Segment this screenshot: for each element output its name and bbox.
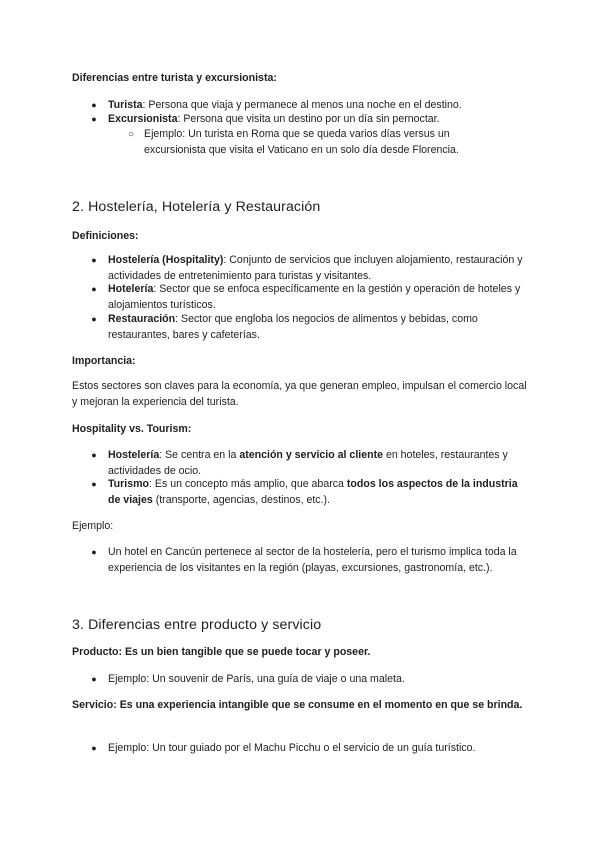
bullet-icon: ● xyxy=(91,674,97,684)
definition-post: en hoteles, restaurantes y actividades de ocio. xyxy=(108,449,508,477)
definition: : Sector que engloba los negocios de alimentos y bebidas, como restaurantes, bares y cafeterías. xyxy=(108,313,478,341)
definition-pre: : Es un concepto más amplio, que abarca xyxy=(149,478,347,490)
list-item xyxy=(91,741,530,757)
definition-post: (transporte, agencias, destinos, etc.). xyxy=(152,493,331,506)
bullet-icon: ● xyxy=(91,284,97,294)
hospitality-vs-tourism-heading: Hospitality vs. Tourism: xyxy=(72,423,192,435)
example-text: Un hotel en Cancún pertenece al sector de la hostelería, pero el turismo implica toda la experiencia de los visitantes en la región (playas, excursiones, gastronomía, etc.). xyxy=(108,546,517,574)
definitions-heading: Definiciones: xyxy=(72,230,139,242)
bullet-icon: ● xyxy=(91,450,97,460)
example-text: Ejemplo: Un tour guiado por el Machu Picchu o el servicio de un guía turístico. xyxy=(108,742,476,754)
list-item xyxy=(91,282,530,313)
bullet-icon: ● xyxy=(91,547,97,557)
definition-pre: : Se centra en la xyxy=(159,449,240,461)
importance-paragraph: Estos sectores son claves para la economía, ya que generan empleo, impulsan el comercio local y mejoran la experiencia del turista. xyxy=(72,380,527,408)
bullet-icon: ● xyxy=(91,743,97,753)
list-item xyxy=(91,112,530,128)
example-text: Ejemplo: Un turista en Roma que se queda varios días versus un excursionista que visita el Vaticano en un solo día desde Florencia. xyxy=(144,128,459,156)
bullet-icon: ● xyxy=(91,114,97,124)
bullet-icon: ● xyxy=(91,100,97,110)
example-label: Ejemplo: xyxy=(72,520,114,532)
list-item xyxy=(91,545,530,576)
list-item xyxy=(91,312,530,343)
term: Excursionista xyxy=(108,113,178,125)
definition: : Persona que viaja y permanece al menos una noche en el destino. xyxy=(142,99,462,111)
definition: : Sector que se enfoca específicamente en la gestión y operación de hoteles y alojamientos turísticos. xyxy=(108,283,521,311)
bullet-icon: ● xyxy=(91,255,97,265)
term: Turista xyxy=(108,99,143,111)
list-item xyxy=(91,672,530,688)
example-text: Ejemplo: Un souvenir de París, una guía de viaje o una maleta. xyxy=(108,673,405,685)
product-heading: Producto: Es un bien tangible que se puede tocar y poseer. xyxy=(72,646,371,658)
definition: : Conjunto de servicios que incluyen alojamiento, restauración y actividades de entretenimiento para turistas y visitantes. xyxy=(108,254,523,282)
list-item xyxy=(91,253,530,284)
sub-list-item xyxy=(128,127,504,158)
importance-heading: Importancia: xyxy=(72,355,136,367)
bullet-icon: ● xyxy=(91,314,97,324)
term: Hostelería (Hospitality) xyxy=(108,254,224,266)
definition: : Persona que visita un destino por un día sin pernoctar. xyxy=(177,113,440,125)
emphasis: todos los aspectos de la industria de viajes xyxy=(108,478,518,506)
emphasis: atención y servicio al cliente xyxy=(239,449,383,461)
section-heading-turista-excursionista: Diferencias entre turista y excursionista: xyxy=(72,72,277,84)
section-title-producto-servicio: 3. Diferencias entre producto y servicio xyxy=(72,617,322,633)
section-title-hosteleria: 2. Hostelería, Hotelería y Restauración xyxy=(72,199,321,215)
list-item xyxy=(91,448,530,479)
term: Restauración xyxy=(108,313,176,325)
list-item xyxy=(91,477,530,508)
service-heading: Servicio: Es una experiencia intangible que se consume en el momento en que se brinda. xyxy=(72,699,523,711)
term: Hotelería xyxy=(108,283,154,295)
hollow-bullet-icon: ○ xyxy=(128,129,135,140)
term: Turismo xyxy=(108,478,150,490)
bullet-icon: ● xyxy=(91,479,97,489)
term: Hostelería xyxy=(108,449,160,461)
